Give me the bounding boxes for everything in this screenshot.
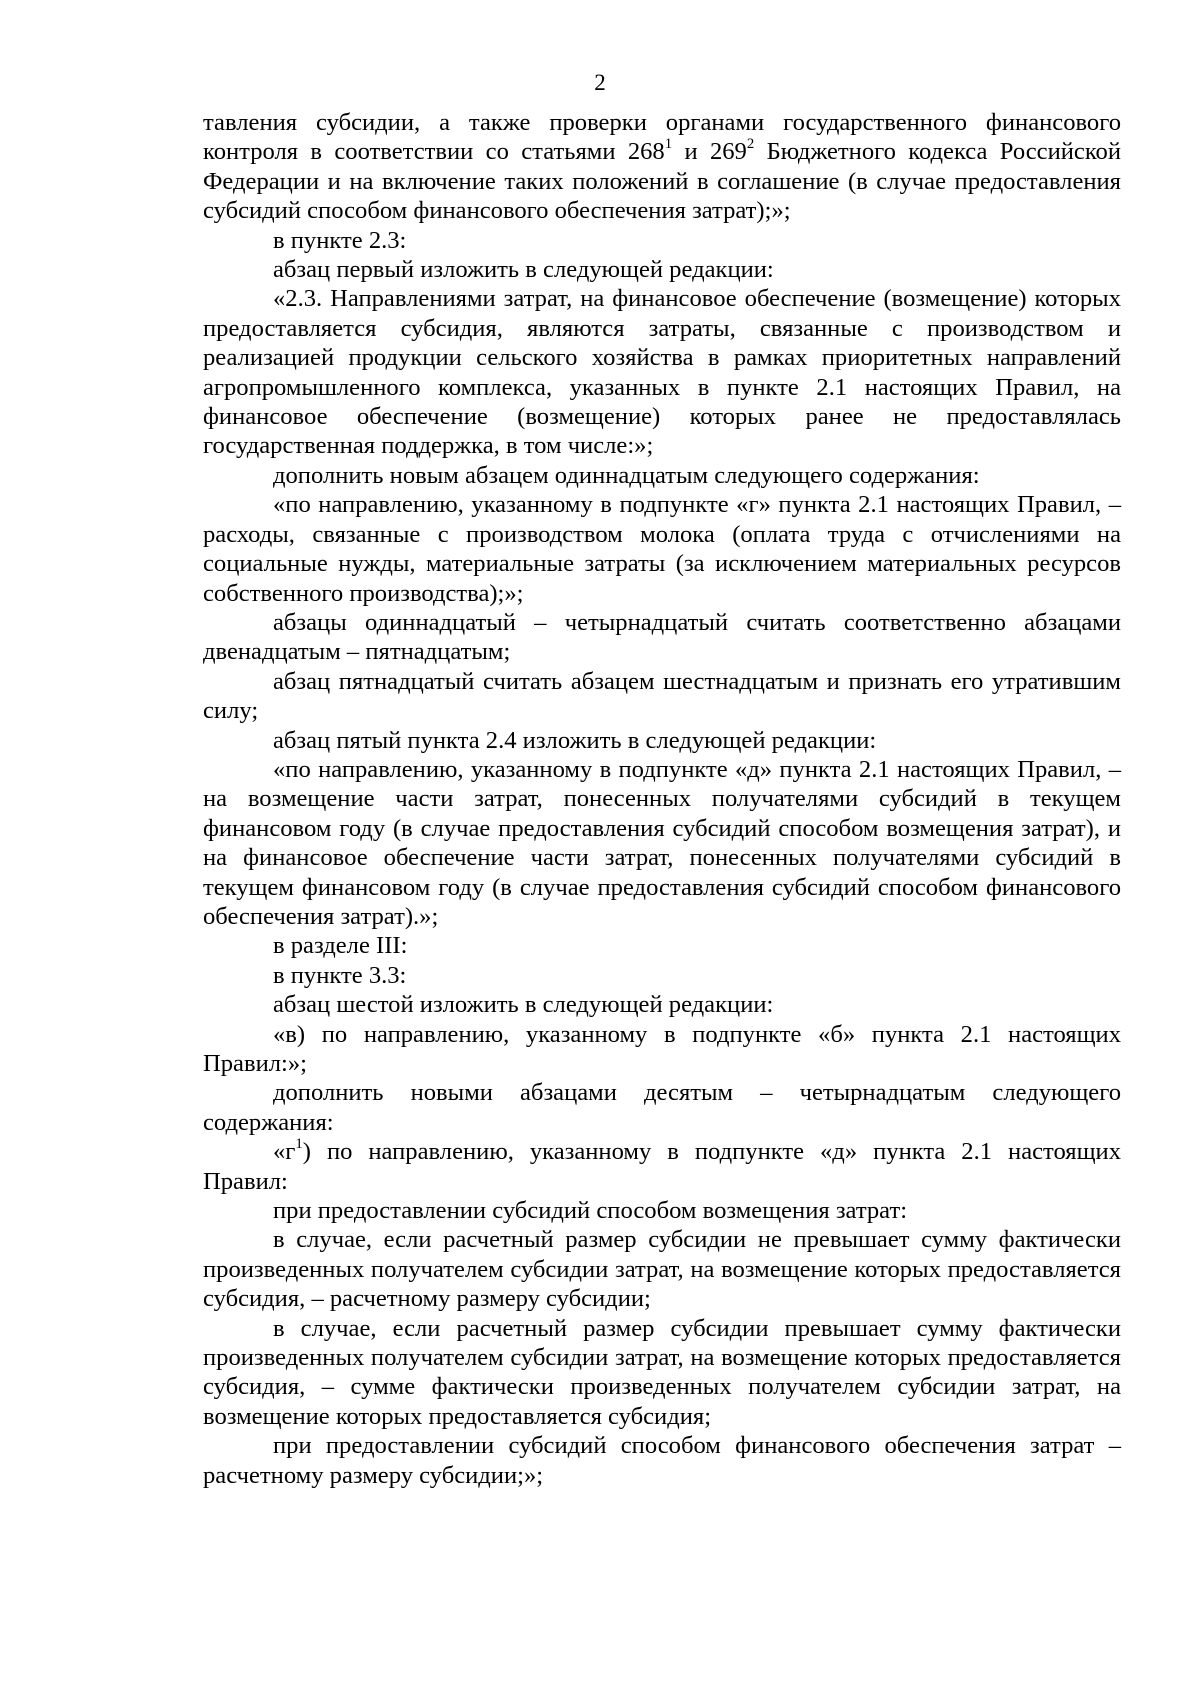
paragraph-9: абзац пятый пункта 2.4 изложить в следующей редакции: [273, 726, 877, 754]
paragraph-1 [203, 108, 1121, 226]
paragraph-6: «по направлению, указанному в подпункте «г» пункта 2.1 настоящих Правил, – расходы, связанные с производством молока (оплата труда с отчислениями на социальные нужды, материальные затраты (за исключением материальных ресурсов собственного производства);»; [203, 491, 1121, 607]
paragraph-8: абзац пятнадцатый считать абзацем шестнадцатым и признать его утратившим силу; [203, 667, 1121, 725]
paragraph-17: при предоставлении субсидий способом возмещения затрат: [273, 1197, 908, 1225]
paragraph-4: «2.3. Направлениями затрат, на финансовое обеспечение (возмещение) которых предоставляется субсидия, являются затраты, связанные с производством и реализацией продукции сельского хозяйства в рамках приоритетных направлений агропромышленного комплекса, указанных в пункте 2.1 настоящих Правил, на финансовое обеспечение (возмещение) которых ранее не предоставлялась государственная поддержка, в том числе:»; [203, 285, 1121, 460]
paragraph-10: «по направлению, указанному в подпункте «д» пункта 2.1 настоящих Правил, – на возмещение части затрат, понесенных получателями субсидий в текущем финансовом году (в случае предоставления субсидий способом возмещения затрат), и на финансовое обеспечение части затрат, понесенных получателями субсидий в текущем финансовом году (в случае предоставления субсидий способом финансового обеспечения затрат).»; [203, 755, 1121, 930]
paragraph-11: в разделе III: [273, 932, 408, 960]
paragraph-text: тавления субсидии, а также проверки органами государственного финансового контроля в соответствии со статьями 268 [203, 109, 1121, 166]
paragraph-2: в пункте 2.3: [273, 226, 407, 254]
paragraph-14: «в) по направлению, указанному в подпункте «б» пункта 2.1 настоящих Правил:»; [203, 1020, 1121, 1077]
paragraph-16 [203, 1137, 1121, 1196]
page-number: 2 [594, 70, 606, 95]
paragraph-18: в случае, если расчетный размер субсидии не превышает сумму фактически произведенных получателем субсидии затрат, на возмещение которых предоставляется субсидия, – расчетному размеру субсидии; [203, 1226, 1121, 1313]
superscript-index: 1 [295, 1136, 303, 1153]
superscript-index: 1 [664, 136, 673, 153]
paragraph-15: дополнить новыми абзацами десятым – четырнадцатым следующего содержания: [203, 1079, 1121, 1136]
paragraph-20: при предоставлении субсидий способом финансового обеспечения затрат – расчетному размеру субсидии;»; [203, 1432, 1121, 1489]
paragraph-7: абзацы одиннадцатый – четырнадцатый считать соответственно абзацами двенадцатым – пятнадцатым; [203, 608, 1121, 666]
paragraph-3: абзац первый изложить в следующей редакции: [273, 256, 774, 284]
paragraph-5: дополнить новым абзацем одиннадцатым следующего содержания: [273, 461, 980, 489]
paragraph-19: в случае, если расчетный размер субсидии превышает сумму фактически произведенных получателем субсидии затрат, на возмещение которых предоставляется субсидия, – сумме фактически произведенных получателем субсидии затрат, на возмещение которых предоставляется субсидия; [203, 1314, 1121, 1430]
document-body [203, 108, 1121, 1490]
paragraph-text: и 269 [672, 138, 747, 166]
paragraph-text: Бюджетного кодекса Российской Федерации и на включение таких положений в соглашение (в случае предоставления субсидий способом финансового обеспечения затрат);»; [203, 138, 1121, 225]
paragraph-text: ) по направлению, указанному в подпункте «д» пункта 2.1 настоящих Правил: [203, 1138, 1121, 1195]
paragraph-12: в пункте 3.3: [273, 961, 407, 989]
superscript-index: 2 [746, 136, 755, 153]
paragraph-13: абзац шестой изложить в следующей редакции: [273, 991, 774, 1019]
paragraph-text: «г [273, 1138, 296, 1166]
